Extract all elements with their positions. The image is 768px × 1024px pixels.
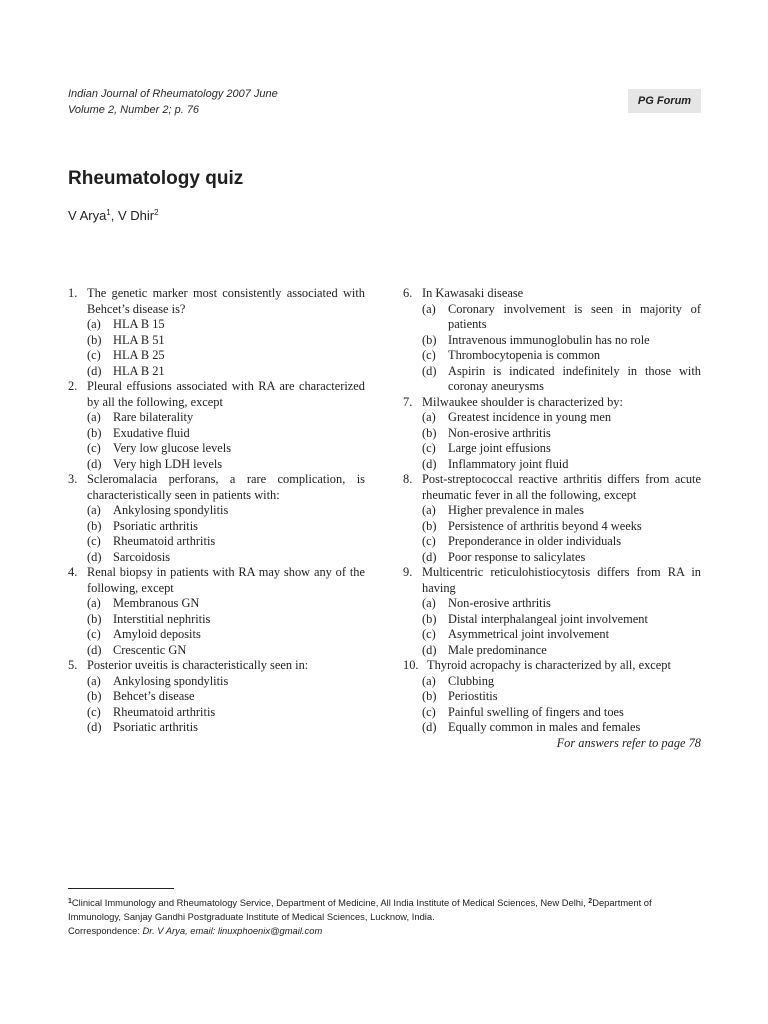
answer-option [68, 689, 365, 705]
option-text: Preponderance in older individuals [448, 534, 622, 548]
option-text: Painful swelling of fingers and toes [448, 704, 624, 719]
option-letter: (b) [87, 332, 102, 347]
answer-option [403, 627, 701, 643]
option-text: Large joint effusions [448, 441, 551, 455]
answer-option [403, 705, 701, 721]
quiz-question [68, 565, 365, 658]
question-number: 5. [68, 658, 78, 672]
option-letter: (a) [87, 503, 101, 517]
option-letter: (c) [87, 704, 101, 719]
answer-option [68, 612, 365, 628]
question-number: 7. [403, 394, 413, 409]
correspondence-label: Correspondence: [68, 925, 143, 936]
question-number: 4. [68, 565, 78, 579]
answer-option [68, 519, 365, 535]
question-number: 10. [403, 658, 419, 672]
footnote-rule [68, 888, 174, 889]
option-letter: (b) [422, 332, 437, 347]
answer-option [403, 689, 701, 705]
option-text: Coronary involvement is seen in majority of patients [448, 301, 701, 331]
question-number: 8. [403, 472, 413, 486]
answer-option [68, 426, 365, 442]
option-letter: (d) [87, 363, 102, 378]
option-text: Crescentic GN [113, 642, 187, 657]
option-text: Distal interphalangeal joint involvement [448, 611, 648, 626]
option-text: HLA B 21 [113, 363, 165, 378]
journal-citation [68, 86, 278, 118]
author-name: V Dhir [117, 208, 155, 223]
option-letter: (a) [87, 317, 101, 331]
option-letter: (c) [87, 534, 101, 548]
affiliation-marker: 2 [154, 208, 159, 217]
question-text: In Kawasaki disease [422, 286, 524, 300]
option-letter: (a) [87, 673, 101, 688]
option-text: Inflammatory joint fluid [448, 456, 569, 471]
option-letter: (d) [87, 456, 102, 471]
question-text: Milwaukee shoulder is characterized by: [422, 394, 623, 409]
answer-option [403, 612, 701, 628]
option-letter: (a) [422, 410, 436, 424]
option-letter: (c) [422, 704, 436, 719]
answer-option [68, 333, 365, 349]
quiz-question [403, 565, 701, 658]
option-letter: (b) [87, 689, 102, 703]
option-letter: (a) [422, 301, 436, 316]
questions-column-left [68, 286, 365, 736]
answer-option [403, 503, 701, 519]
answer-option [403, 302, 701, 333]
answer-option [68, 596, 365, 612]
question-number: 3. [68, 472, 78, 486]
option-text: Non-erosive arthritis [448, 596, 551, 610]
questions-column-right [403, 286, 701, 751]
quiz-question [403, 658, 701, 736]
option-text: Male predominance [448, 642, 547, 657]
option-letter: (b) [422, 518, 437, 533]
question-text: Pleural effusions associated with RA are characterized by all the following, except [87, 379, 365, 409]
question-number: 2. [68, 379, 78, 393]
author-name: V Arya [68, 208, 107, 223]
option-text: Asymmetrical joint involvement [448, 627, 610, 641]
answer-option [403, 720, 701, 736]
answer-option [403, 596, 701, 612]
option-text: Psoriatic arthritis [113, 720, 198, 734]
question-number: 6. [403, 286, 413, 300]
quiz-question [403, 472, 701, 565]
option-text: HLA B 51 [113, 332, 165, 347]
option-text: Greatest incidence in young men [448, 410, 612, 424]
affiliations [68, 896, 704, 924]
answer-option [403, 674, 701, 690]
option-letter: (c) [422, 348, 436, 362]
option-letter: (a) [422, 503, 436, 517]
option-letter: (d) [422, 642, 437, 657]
answer-option [68, 534, 365, 550]
question-text: Post-streptococcal reactive arthritis differs from acute rheumatic fever in all the following, except [422, 472, 701, 502]
answer-option [403, 457, 701, 473]
option-text: Clubbing [448, 673, 495, 688]
option-letter: (c) [422, 441, 436, 455]
quiz-question [403, 286, 701, 395]
section-badge: PG Forum [628, 89, 701, 113]
answer-option [403, 519, 701, 535]
option-text: Rheumatoid arthritis [113, 534, 216, 548]
question-text: Scleromalacia perforans, a rare complication, is characteristically seen in patients with: [87, 472, 365, 502]
question-number: 9. [403, 565, 413, 579]
option-letter: (d) [422, 720, 437, 734]
option-letter: (d) [422, 549, 437, 564]
answer-option [68, 627, 365, 643]
option-letter: (d) [422, 363, 437, 378]
option-text: Sarcoidosis [113, 549, 171, 564]
answer-option [68, 317, 365, 333]
option-text: Aspirin is indicated indefinitely in those with coronay aneurysms [448, 363, 701, 393]
option-text: Interstitial nephritis [113, 611, 211, 626]
option-letter: (b) [422, 689, 437, 703]
option-letter: (c) [87, 348, 101, 362]
option-text: Rare bilaterality [113, 410, 194, 424]
affiliation-marker: 1 [68, 898, 72, 905]
answer-option [68, 643, 365, 659]
option-text: Poor response to salicylates [448, 549, 586, 564]
author-line [68, 208, 159, 223]
quiz-question [68, 658, 365, 736]
option-text: HLA B 25 [113, 348, 165, 362]
option-text: Ankylosing spondylitis [113, 673, 229, 688]
option-text: Amyloid deposits [113, 627, 201, 641]
option-text: Non-erosive arthritis [448, 425, 551, 440]
option-letter: (b) [422, 425, 437, 440]
affiliation-2: Department of Immunology, Sanjay Gandhi Postgraduate Institute of Medical Sciences, Lucknow, India. [68, 897, 652, 922]
answer-option [68, 348, 365, 364]
option-text: Ankylosing spondylitis [113, 503, 229, 517]
answer-option [403, 364, 701, 395]
affiliation-1: Clinical Immunology and Rheumatology Service, Department of Medicine, All India Institute of Medical Sciences, New Delhi, [71, 897, 589, 908]
option-letter: (b) [87, 425, 102, 440]
option-text: Membranous GN [113, 596, 200, 610]
option-letter: (b) [87, 611, 102, 626]
quiz-question [68, 472, 365, 565]
answer-option [403, 333, 701, 349]
option-text: Behcet’s disease [113, 689, 195, 703]
affiliation-marker: 1 [106, 208, 111, 217]
option-letter: (d) [422, 456, 437, 471]
option-text: Psoriatic arthritis [113, 518, 198, 533]
option-text: Thrombocytopenia is common [448, 348, 601, 362]
journal-name: Indian Journal of Rheumatology 2007 June [68, 88, 278, 100]
option-letter: (d) [87, 549, 102, 564]
answer-option [68, 674, 365, 690]
answer-option [403, 550, 701, 566]
option-letter: (c) [87, 441, 101, 455]
quiz-question [68, 379, 365, 472]
answer-option [403, 534, 701, 550]
journal-volume: Volume 2, Number 2; p. 76 [68, 104, 200, 116]
option-letter: (a) [422, 596, 436, 610]
option-letter: (a) [422, 673, 436, 688]
affiliation-marker: 2 [588, 898, 593, 905]
option-text: HLA B 15 [113, 317, 165, 331]
option-letter: (d) [87, 720, 102, 734]
option-text: Very low glucose levels [113, 441, 232, 455]
option-text: Intravenous immunoglobulin has no role [448, 332, 650, 347]
option-text: Rheumatoid arthritis [113, 704, 216, 719]
option-text: Periostitis [448, 689, 498, 703]
correspondence-contact: Dr. V Arya, email: linuxphoenix@gmail.com [142, 925, 323, 936]
answer-option [68, 457, 365, 473]
option-letter: (a) [87, 596, 101, 610]
correspondence [68, 924, 704, 938]
option-letter: (c) [422, 534, 436, 548]
option-letter: (a) [87, 410, 101, 424]
question-text: Multicentric reticulohistiocytosis differs from RA in having [422, 565, 701, 595]
author-separator: , [110, 208, 118, 223]
option-letter: (c) [422, 627, 436, 641]
answer-option [403, 426, 701, 442]
option-letter: (b) [422, 611, 437, 626]
option-text: Exudative fluid [113, 425, 190, 440]
question-text: The genetic marker most consistently associated with Behcet’s disease is? [87, 286, 365, 316]
quiz-question [403, 395, 701, 473]
option-text: Equally common in males and females [448, 720, 641, 734]
answer-option [68, 410, 365, 426]
footnote [68, 896, 704, 938]
option-text: Persistence of arthritis beyond 4 weeks [448, 518, 642, 533]
question-number: 1. [68, 286, 78, 300]
answer-option [68, 720, 365, 736]
answer-option [403, 348, 701, 364]
option-letter: (d) [87, 642, 102, 657]
quiz-question [68, 286, 365, 379]
option-text: Higher prevalence in males [448, 503, 584, 517]
question-text: Renal biopsy in patients with RA may show any of the following, except [87, 565, 365, 595]
answer-option [68, 550, 365, 566]
answer-option [68, 705, 365, 721]
answer-option [68, 441, 365, 457]
answer-option [403, 441, 701, 457]
answer-option [68, 364, 365, 380]
question-text: Thyroid acropachy is characterized by all, except [427, 658, 671, 672]
question-text: Posterior uveitis is characteristically seen in: [87, 658, 309, 672]
option-letter: (c) [87, 627, 101, 641]
article-title: Rheumatology quiz [68, 168, 244, 189]
answer-option [403, 410, 701, 426]
answer-option [403, 643, 701, 659]
answer-option [68, 503, 365, 519]
option-text: Very high LDH levels [113, 456, 223, 471]
answers-reference: For answers refer to page 78 [556, 735, 701, 750]
option-letter: (b) [87, 518, 102, 533]
